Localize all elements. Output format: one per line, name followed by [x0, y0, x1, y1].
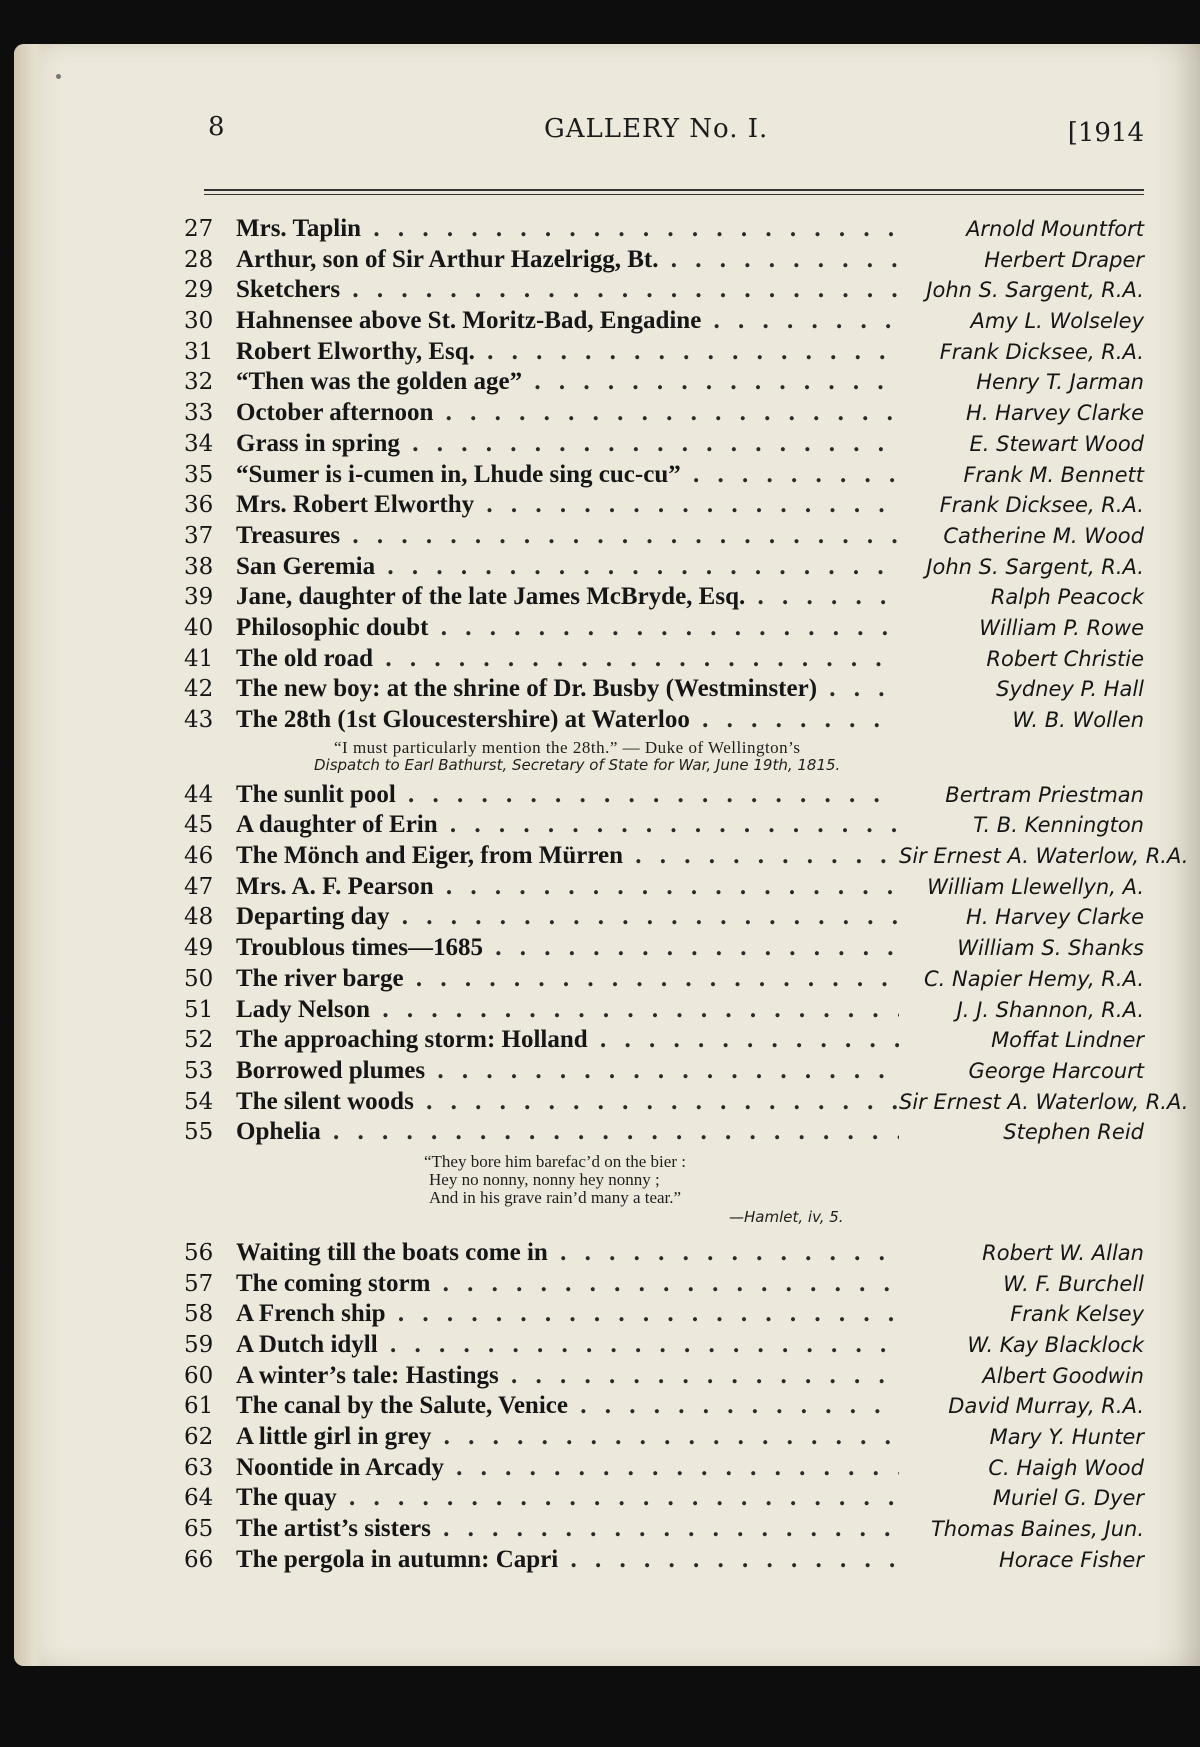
quote-55-line2: Hey no nonny, nonny hey nonny ; — [429, 1169, 660, 1189]
entry-artist: Thomas Baines, Jun. — [899, 1514, 1144, 1545]
catalogue-entry — [184, 613, 1144, 644]
entry-number: 55 — [184, 1119, 214, 1146]
catalogue-entry — [184, 964, 1144, 995]
entry-number: 46 — [184, 843, 214, 870]
catalogue-entry — [184, 1087, 1189, 1118]
entry-artist: Sir Ernest A. Waterlow, R.A. — [899, 841, 1144, 872]
entry-title: Robert Elworthy, Esq. . . . — [236, 337, 899, 368]
header-rule — [204, 189, 1144, 191]
entry-title: The artist’s sisters . . . — [236, 1514, 899, 1545]
entry-number: 61 — [184, 1393, 214, 1420]
entry-title: Hahnensee above St. Moritz-Bad, Engadine . . . — [236, 306, 899, 337]
entry-artist: Frank Dicksee, R.A. — [899, 490, 1144, 521]
entry-title: The sunlit pool . . . — [236, 780, 899, 811]
entry-number: 51 — [184, 996, 214, 1023]
quote-43-line2: Dispatch to Earl Bathurst, Secretary of State for War, June 19th, 1815. — [314, 755, 841, 774]
entries-list — [184, 214, 1189, 1576]
catalogue-entry — [184, 995, 1144, 1026]
entry-artist: David Murray, R.A. — [899, 1391, 1144, 1422]
entry-title: Departing day . . . — [236, 902, 899, 933]
entry-artist: John S. Sargent, R.A. — [899, 552, 1144, 583]
entry-title: Mrs. Taplin . . . — [236, 214, 899, 245]
entry-title: Treasures . . . — [236, 521, 899, 552]
catalogue-entry — [184, 1422, 1144, 1453]
entry-number: 29 — [184, 277, 214, 304]
entry-title: Jane, daughter of the late James McBryde, Esq. . . . — [236, 582, 899, 613]
catalogue-entry — [184, 1483, 1144, 1514]
page-number: 8 — [208, 112, 225, 142]
entry-artist: Albert Goodwin — [899, 1361, 1144, 1392]
header-rule-thin — [204, 194, 1144, 195]
catalogue-entry — [184, 1545, 1144, 1576]
entry-number: 64 — [184, 1485, 214, 1512]
entry-artist: George Harcourt — [899, 1056, 1144, 1087]
entry-number: 45 — [184, 812, 214, 839]
entry-number: 49 — [184, 935, 214, 962]
catalogue-year: [1914 — [1067, 118, 1144, 148]
entry-number: 58 — [184, 1301, 214, 1328]
entry-artist: H. Harvey Clarke — [899, 902, 1144, 933]
catalogue-entry — [184, 429, 1144, 460]
entry-title: The quay . . . — [236, 1483, 899, 1514]
entry-title: The new boy: at the shrine of Dr. Busby (Westminster) . . . — [236, 674, 899, 705]
entry-title: The approaching storm: Holland . . . — [236, 1025, 899, 1056]
entry-artist: Herbert Draper — [899, 245, 1144, 276]
catalogue-entry — [184, 1391, 1144, 1422]
entry-title: The Mönch and Eiger, from Mürren . . . — [236, 841, 899, 872]
entry-title: Noontide in Arcady . . . — [236, 1453, 899, 1484]
entry-number: 36 — [184, 492, 214, 519]
catalogue-entry — [184, 1361, 1144, 1392]
entry-title: Grass in spring . . . — [236, 429, 899, 460]
quote-entry-43 — [184, 736, 1144, 780]
catalogue-entry — [184, 1117, 1144, 1148]
entries-group-c — [184, 1238, 1144, 1576]
gallery-title: GALLERY No. I. — [544, 114, 769, 144]
entry-artist: Sydney P. Hall — [899, 674, 1144, 705]
entry-artist: Robert Christie — [899, 644, 1144, 675]
entry-title: The pergola in autumn: Capri . . . — [236, 1545, 899, 1576]
entry-number: 59 — [184, 1332, 214, 1358]
entry-title: “Then was the golden age” . . . — [236, 367, 899, 398]
entry-title: The river barge . . . — [236, 964, 899, 995]
catalogue-entry — [184, 490, 1144, 521]
catalogue-entry — [184, 1453, 1144, 1484]
entry-artist: William S. Shanks — [899, 933, 1144, 964]
entry-number: 43 — [184, 707, 214, 733]
quote-43-line1: “I must particularly mention the 28th.” — Duke of Wellington’s — [334, 737, 801, 757]
quote-55-citation: —Hamlet, iv, 5. — [729, 1207, 844, 1226]
catalogue-entry — [184, 337, 1144, 368]
entry-artist: Frank Kelsey — [899, 1299, 1144, 1330]
entry-artist: Henry T. Jarman — [899, 367, 1144, 398]
entry-number: 42 — [184, 676, 214, 703]
entry-number: 38 — [184, 553, 214, 580]
entry-title: Borrowed plumes . . . — [236, 1056, 899, 1087]
entry-number: 63 — [184, 1454, 214, 1481]
entry-artist: Sir Ernest A. Waterlow, R.A. — [899, 1087, 1144, 1118]
entry-artist: Amy L. Wolseley — [899, 306, 1144, 337]
entry-artist: W. F. Burchell — [899, 1269, 1144, 1300]
catalogue-entry — [184, 810, 1144, 841]
catalogue-entry — [184, 705, 1144, 736]
catalogue-entry — [184, 367, 1144, 398]
quote-55-line3: And in his grave rain’d many a tear.” — [429, 1187, 682, 1207]
entry-number: 56 — [184, 1239, 214, 1266]
entry-title: The coming storm . . . — [236, 1269, 899, 1300]
entry-artist: Ralph Peacock — [899, 582, 1144, 613]
entry-title: The canal by the Salute, Venice . . . — [236, 1391, 899, 1422]
catalogue-entry — [184, 306, 1144, 337]
entry-number: 41 — [184, 645, 214, 672]
catalogue-entry — [184, 780, 1144, 811]
catalogue-entry — [184, 841, 1189, 872]
catalogue-entry — [184, 275, 1144, 306]
entry-artist: J. J. Shannon, R.A. — [899, 995, 1144, 1026]
catalogue-entry — [184, 582, 1144, 613]
catalogue-entry — [184, 1299, 1144, 1330]
entry-title: Lady Nelson . . . — [236, 995, 899, 1026]
entry-title: The silent woods . . . — [236, 1087, 899, 1118]
entry-number: 57 — [184, 1270, 214, 1297]
entry-artist: Horace Fisher — [899, 1545, 1144, 1576]
catalogue-entry — [184, 460, 1144, 491]
catalogue-entry — [184, 1269, 1144, 1300]
entries-group-a — [184, 214, 1144, 736]
entry-artist: W. B. Wollen — [899, 705, 1144, 736]
entry-title: San Geremia . . . — [236, 552, 899, 583]
entry-number: 62 — [184, 1424, 214, 1451]
catalogue-entry — [184, 1025, 1144, 1056]
entry-artist: Mary Y. Hunter — [899, 1422, 1144, 1453]
entry-number: 66 — [184, 1546, 214, 1573]
entry-number: 33 — [184, 400, 214, 427]
entry-title: A Dutch idyll . . . — [236, 1330, 899, 1361]
entry-number: 50 — [184, 965, 214, 992]
entry-number: 44 — [184, 781, 214, 808]
entry-artist: Bertram Priestman — [899, 780, 1144, 811]
entry-title: Mrs. Robert Elworthy . . . — [236, 490, 899, 521]
entries-group-b — [184, 780, 1189, 1148]
entry-artist: C. Napier Hemy, R.A. — [899, 964, 1144, 995]
entry-title: Mrs. A. F. Pearson . . . — [236, 872, 899, 903]
entry-number: 40 — [184, 614, 214, 641]
entry-number: 28 — [184, 246, 214, 273]
catalogue-entry — [184, 674, 1144, 705]
page-header — [184, 108, 1144, 148]
catalogue-page — [14, 44, 1200, 1666]
page-mark — [56, 74, 61, 79]
catalogue-entry — [184, 245, 1144, 276]
catalogue-entry — [184, 1056, 1144, 1087]
entry-number: 65 — [184, 1516, 214, 1543]
entry-title: The 28th (1st Gloucestershire) at Waterloo . . . — [236, 705, 899, 736]
entry-artist: Frank Dicksee, R.A. — [899, 337, 1144, 368]
entry-artist: Moffat Lindner — [899, 1025, 1144, 1056]
entry-number: 47 — [184, 873, 214, 900]
entry-artist: Frank M. Bennett — [899, 460, 1144, 491]
entry-artist: William P. Rowe — [899, 613, 1144, 644]
entry-number: 31 — [184, 338, 214, 365]
entry-number: 30 — [184, 308, 214, 335]
catalogue-entry — [184, 933, 1144, 964]
entry-artist: E. Stewart Wood — [899, 429, 1144, 460]
entry-title: A daughter of Erin . . . — [236, 810, 899, 841]
catalogue-entry — [184, 1238, 1144, 1269]
entry-artist: Catherine M. Wood — [899, 521, 1144, 552]
catalogue-entry — [184, 902, 1144, 933]
entry-number: 35 — [184, 461, 214, 488]
catalogue-entry — [184, 398, 1144, 429]
catalogue-entry — [184, 214, 1144, 245]
entry-title: Waiting till the boats come in . . . — [236, 1238, 899, 1269]
entry-number: 27 — [184, 216, 214, 242]
entry-title: Philosophic doubt . . . — [236, 613, 899, 644]
entry-title: The old road . . . — [236, 644, 899, 675]
entry-artist: William Llewellyn, A. — [899, 872, 1144, 903]
page-spine-edge — [14, 44, 44, 1666]
entry-number: 34 — [184, 430, 214, 457]
entry-artist: Stephen Reid — [899, 1117, 1144, 1148]
entry-title: Troublous times—1685 . . . — [236, 933, 899, 964]
entry-title: Sketchers . . . — [236, 275, 899, 306]
catalogue-entry — [184, 1514, 1144, 1545]
entry-artist: T. B. Kennington — [899, 810, 1144, 841]
catalogue-entry — [184, 521, 1144, 552]
entry-number: 52 — [184, 1027, 214, 1054]
entry-number: 54 — [184, 1088, 214, 1115]
catalogue-entry — [184, 1330, 1144, 1361]
catalogue-entry — [184, 872, 1144, 903]
entry-number: 32 — [184, 369, 214, 396]
entry-title: Ophelia . . . — [236, 1117, 899, 1148]
entry-number: 53 — [184, 1057, 214, 1084]
entry-number: 39 — [184, 584, 214, 611]
catalogue-entry — [184, 552, 1144, 583]
entry-artist: Muriel G. Dyer — [899, 1483, 1144, 1514]
entry-number: 48 — [184, 904, 214, 931]
entry-artist: Arnold Mountfort — [899, 214, 1144, 245]
entry-artist: H. Harvey Clarke — [899, 398, 1144, 429]
entry-artist: C. Haigh Wood — [899, 1453, 1144, 1484]
entry-number: 37 — [184, 522, 214, 549]
quote-entry-55 — [184, 1148, 1144, 1238]
entry-title: October afternoon . . . — [236, 398, 899, 429]
entry-title: A winter’s tale: Hastings . . . — [236, 1361, 899, 1392]
catalogue-entry — [184, 644, 1144, 675]
entry-title: Arthur, son of Sir Arthur Hazelrigg, Bt. . . . — [236, 245, 899, 276]
entry-title: A little girl in grey . . . — [236, 1422, 899, 1453]
entry-number: 60 — [184, 1362, 214, 1389]
quote-55-line1: “They bore him barefac’d on the bier : — [424, 1151, 686, 1171]
entry-title: A French ship . . . — [236, 1299, 899, 1330]
entry-artist: W. Kay Blacklock — [899, 1330, 1144, 1361]
entry-title: “Sumer is i-cumen in, Lhude sing cuc-cu” . . . — [236, 460, 899, 491]
entry-artist: Robert W. Allan — [899, 1238, 1144, 1269]
entry-artist: John S. Sargent, R.A. — [899, 275, 1144, 306]
